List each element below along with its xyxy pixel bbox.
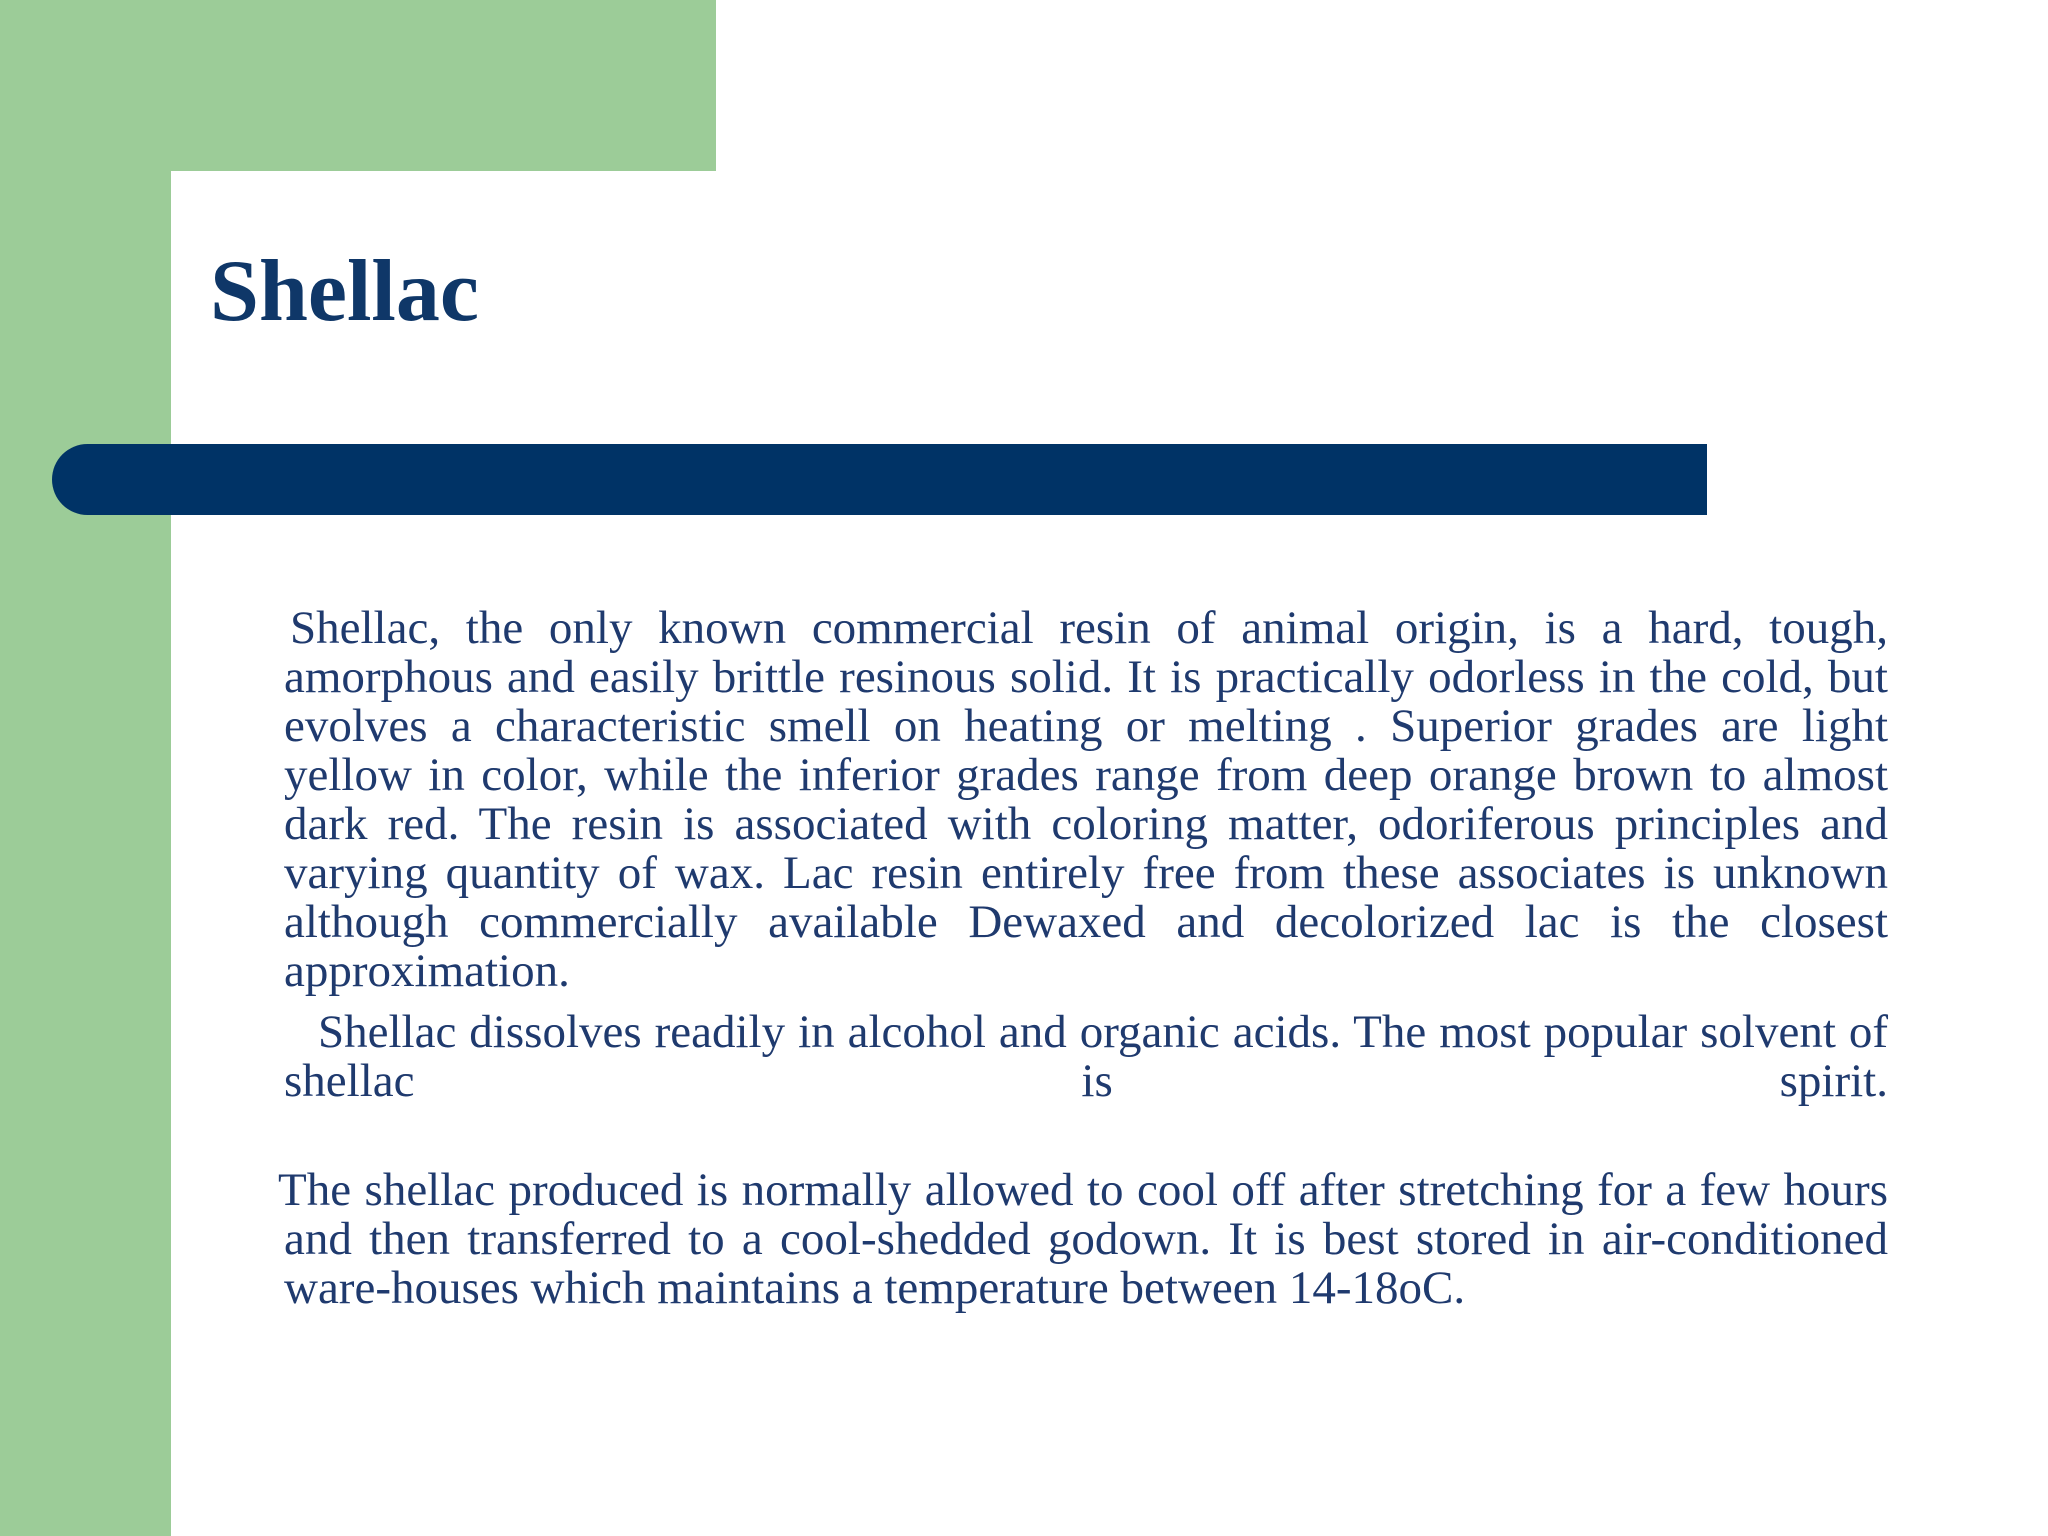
title-underline-bar — [52, 444, 1707, 515]
paragraph-description: Shellac, the only known commercial resin of animal origin, is a hard, tough, amorphous and easily brittle resinous solid. It is practically odorless in the cold, but evolves a characteristic smell on heating or melting . Superior grades are light yellow in color, while the inferior grades range from deep orange brown to almost dark red. The resin is associated with coloring matter, odoriferous principles and varying quantity of wax. Lac resin entirely free from these associates is unknown although commercially available Dewaxed and decolorized lac is the closest approximation. — [284, 602, 1888, 997]
slide-title: Shellac — [210, 243, 479, 340]
green-left-band — [0, 0, 171, 1536]
paragraph-solvent: Shellac dissolves readily in alcohol and organic acids. The most popular solvent of shellac is spirit. — [284, 1006, 1888, 1107]
paragraph-storage: The shellac produced is normally allowed to cool off after stretching for a few hours and then transferred to a cool-shedded godown. It is best stored in air-conditioned ware-houses which maintains a temperature between 14-18oC. — [278, 1164, 1888, 1314]
slide-body — [278, 602, 1888, 1314]
green-top-band — [0, 0, 716, 171]
